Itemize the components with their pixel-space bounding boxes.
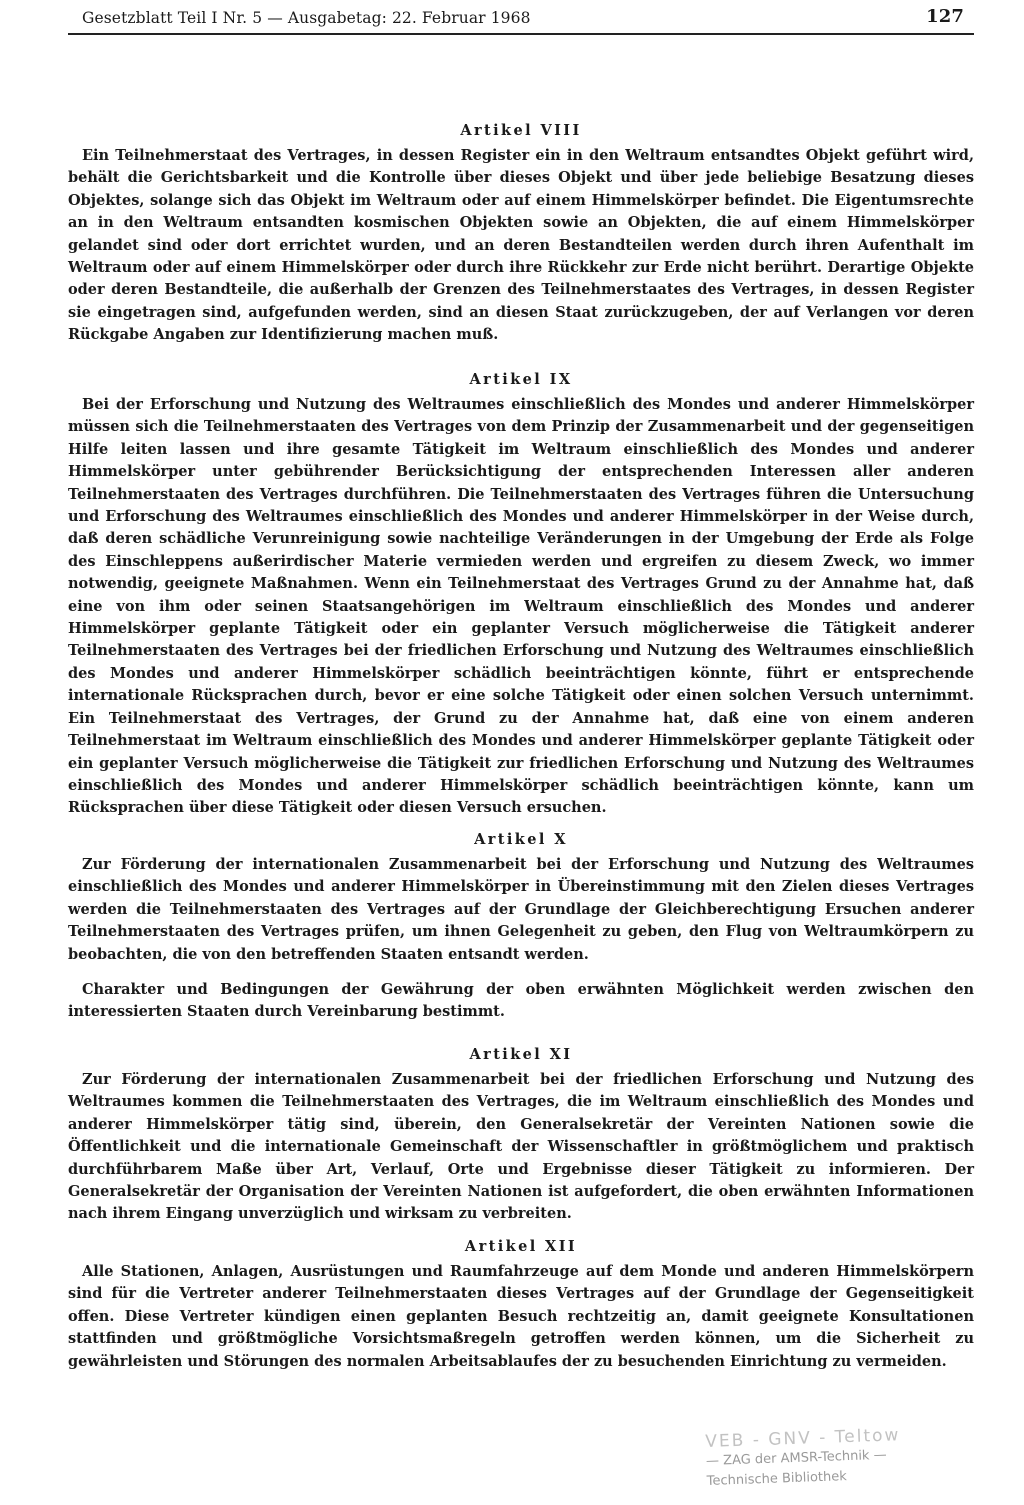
library-stamp [705,1424,937,1492]
article-xi [68,1046,974,1226]
stamp-line: Technische Bibliothek [706,1469,848,1489]
article-paragraph: Alle Stationen, Anlagen, Ausrüstungen und Raumfahrzeuge auf dem Monde und anderen Himmelskörpern sind für die Vertreter anderer Teilnehmerstaaten dieses Vertrages auf der Grundlage der Gegenseitigkeit offen. Diese Vertreter kündigen einen geplanten Besuch rechtzeitig an, damit geeignete Konsultationen stattfinden und größtmögliche Vorsichtsmaßregeln getroffen werden können, um die Sicherheit zu gewährleisten und Störungen des normalen Arbeitsablaufes der zu besuchenden Einrichtung zu vermeiden. [68,1263,974,1370]
article-heading: Artikel IX [469,371,573,388]
article-paragraph: Charakter und Bedingungen der Gewährung der oben erwähnten Möglichkeit werden zwischen den interessierten Staaten durch Vereinbarung bestimmt. [68,981,974,1021]
article-heading: Artikel X [474,831,568,848]
article-heading: Artikel XI [469,1046,573,1063]
document-page [68,0,974,1370]
article-xii [68,1238,974,1373]
article-heading: Artikel VIII [460,122,582,139]
page-number: 127 [926,6,964,27]
article-paragraph: Bei der Erforschung und Nutzung des Weltraumes einschließlich des Mondes und anderer Himmelskörper müssen sich die Teilnehmerstaaten des Vertrages von dem Prinzip der Zusammenarbeit und der gegenseitigen Hilfe leiten lassen und ihre gesamte Tätigkeit im Weltraum einschließlich des Mondes und anderer Himmelskörper unter gebührender Berücksichtigung der entsprechenden Interessen aller anderen Teilnehmerstaaten des Vertrages durchführen. Die Teilnehmerstaaten des Vertrages führen die Untersuchung und Erforschung des Weltraumes einschließlich des Mondes und anderer Himmelskörper in der Weise durch, daß deren schädliche Verunreinigung sowie nachteilige Veränderungen in der Umgebung der Erde als Folge des Einschleppens außerirdischer Materie vermieden werden und ergreifen zu diesem Zweck, wo immer notwendig, geeignete Maßnahmen. Wenn ein Teilnehmerstaat des Vertrages Grund zu der Annahme hat, daß eine von ihm oder seinen Staatsangehörigen im Weltraum einschließlich des Mondes und anderer Himmelskörper geplante Tätigkeit oder ein geplanter Versuch möglicherweise die Tätigkeit anderer Teilnehmerstaaten des Vertrages bei der friedlichen Erforschung und Nutzung des Weltraumes einschließlich des Mondes und anderer Himmelskörper schädlich beeinträchtigen könnte, führt er entsprechende internationale Rücksprachen durch, bevor er eine solche Tätigkeit oder einen solchen Versuch unternimmt. Ein Teilnehmerstaat des Vertrages, der Grund zu der Annahme hat, daß eine von einem anderen Teilnehmerstaat im Weltraum einschließlich des Mondes und anderer Himmelskörper geplante Tätigkeit oder ein geplanter Versuch möglicherweise die Tätigkeit zur friedlichen Erforschung und Nutzung des Weltraumes einschließlich des Mondes und anderer Himmelskörper schädlich beeinträchtigen könnte, kann um Rücksprachen über diese Tätigkeit oder diesen Versuch ersuchen. [68,396,974,817]
page-header [68,0,974,42]
article-ix [68,371,974,820]
article-paragraph: Zur Förderung der internationalen Zusammenarbeit bei der Erforschung und Nutzung des Weltraumes einschließlich des Mondes und anderer Himmelskörper in Übereinstimmung mit den Zielen dieses Vertrages werden die Teilnehmerstaaten des Vertrages auf der Grundlage der Gleichberechtigung Ersuchen anderer Teilnehmerstaaten des Vertrages prüfen, um ihnen Gelegenheit zu geben, den Flug von Weltraumkörpern zu beobachten, die von den betreffenden Staaten entsandt werden. [68,856,974,963]
header-title: Gesetzblatt Teil I Nr. 5 — Ausgabetag: 22. Februar 1968 [82,9,531,27]
article-paragraph: Zur Förderung der internationalen Zusammenarbeit bei der friedlichen Erforschung und Nutzung des Weltraumes kommen die Teilnehmerstaaten des Vertrages, die im Weltraum einschließlich des Mondes und anderer Himmelskörper tätig sind, überein, den Generalsekretär der Vereinten Nationen sowie die Öffentlichkeit und die internationale Gemeinschaft der Wissenschaftler in größtmöglichem und praktisch durchführbarem Maße über Art, Verlauf, Orte und Ergebnisse dieser Tätigkeit zu informieren. Der Generalsekretär der Organisation der Vereinten Nationen ist aufgefordert, die oben erwähnten Informationen nach ihrem Eingang unverzüglich und wirksam zu verbreiten. [68,1071,974,1223]
article-x [68,831,974,1024]
article-viii [68,122,974,347]
header-rule [68,33,974,35]
article-heading: Artikel XII [464,1238,578,1255]
stamp-line: — ZAG der AMSR-Technik — [705,1447,887,1470]
article-paragraph: Ein Teilnehmerstaat des Vertrages, in dessen Register ein in den Weltraum entsandtes Objekt geführt wird, behält die Gerichtsbarkeit und die Kontrolle über dieses Objekt und über jede beliebige Besatzung dieses Objektes, solange sich das Objekt im Weltraum oder auf einem Himmelskörper befindet. Die Eigentumsrechte an in den Weltraum entsandten kosmischen Objekten sowie an Objekten, die auf einem Himmelskörper gelandet sind oder dort errichtet wurden, und an deren Bestandteilen werden durch ihren Aufenthalt im Weltraum oder auf einem Himmelskörper oder durch ihre Rückkehr zur Erde nicht berührt. Derartige Objekte oder deren Bestandteile, die außerhalb der Grenzen des Teilnehmerstaates des Vertrages, in dessen Register sie eingetragen sind, aufgefunden werden, sind an diesen Staat zurückzugeben, der auf Verlangen vor deren Rückgabe Angaben zur Identifizierung machen muß. [68,147,974,344]
stamp-line: VEB - GNV - Teltow [705,1425,901,1453]
